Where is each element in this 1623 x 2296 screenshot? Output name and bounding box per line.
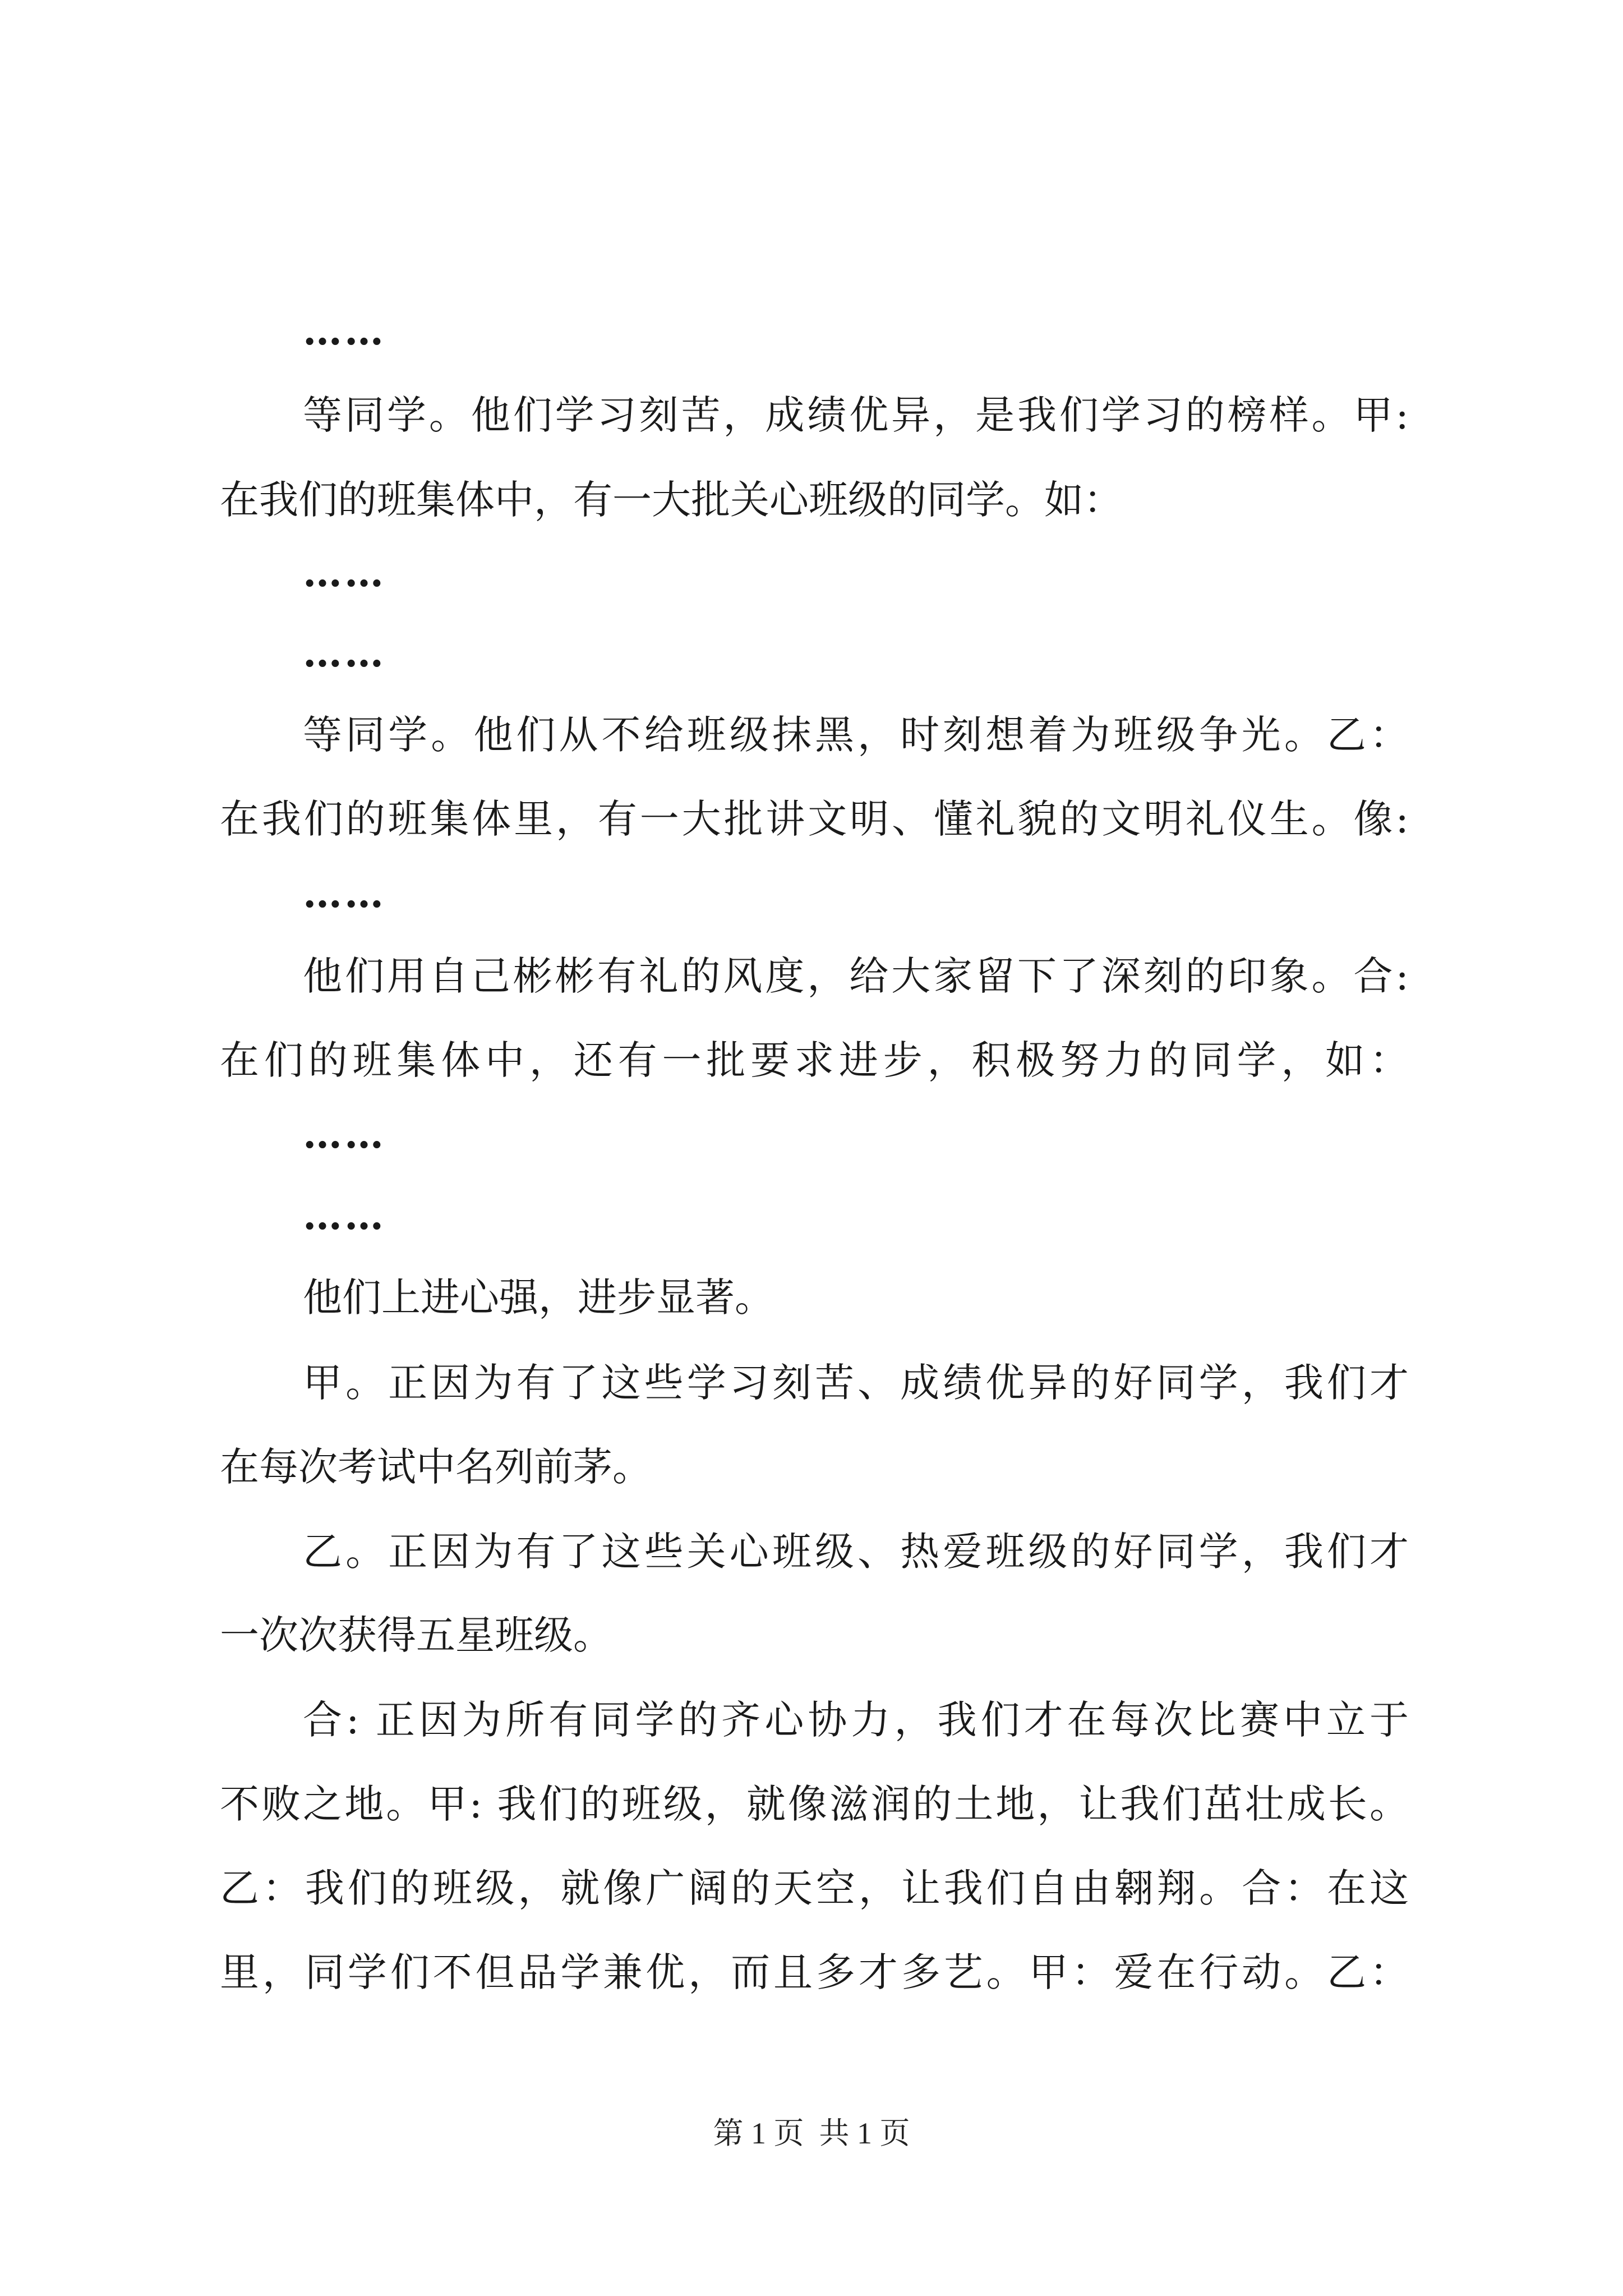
paragraph-line: 在我们的班集体里，有一大批讲文明、懂礼貌的文明礼仪生。像: [220,796,1409,842]
paragraph-line: 在我们的班集体中，有一大批关心班级的同学。如： [220,477,1123,523]
paragraph-line: 不败之地。甲: 我们的班级，就像滋润的土地，让我们茁壮成长。 [220,1781,1409,1827]
paragraph-line: 他们用自己彬彬有礼的风度，给大家留下了深刻的印象。合: [303,953,1409,999]
ellipsis-line: …… [303,870,386,917]
ellipsis-line: …… [303,629,386,676]
ellipsis-line: …… [303,549,386,596]
ellipsis-line: …… [303,307,386,354]
paragraph-line: 甲。正因为有了这些学习刻苦、成绩优异的好同学，我们才 [303,1360,1409,1406]
paragraph-line: 一次次获得五星班级。 [220,1612,612,1658]
paragraph-line: 在们的班集体中，还有一批要求进步，积极努力的同学，如： [220,1037,1409,1083]
paragraph-line: 合: 正因为所有同学的齐心协力，我们才在每次比赛中立于 [303,1697,1409,1743]
paragraph-line: 在每次考试中名列前茅。 [220,1444,652,1490]
ellipsis-line: …… [303,1111,386,1157]
page-footer: 第 1 页 共 1 页 [713,2116,910,2150]
paragraph-line: 乙。正因为有了这些关心班级、热爱班级的好同学，我们才 [303,1529,1409,1575]
paragraph-line: 里，同学们不但品学兼优，而且多才多艺。甲：爱在行动。乙： [220,1949,1409,1995]
paragraph-line: 他们上进心强，进步显著。 [303,1274,774,1320]
paragraph-line: 等同学。他们从不给班级抹黑，时刻想着为班级争光。乙： [303,712,1409,758]
ellipsis-line: …… [303,1192,386,1239]
paragraph-line: 乙：我们的班级，就像广阔的天空，让我们自由翱翔。合：在这 [220,1865,1409,1911]
paragraph-line: 等同学。他们学习刻苦，成绩优异，是我们学习的榜样。甲: [303,392,1409,438]
